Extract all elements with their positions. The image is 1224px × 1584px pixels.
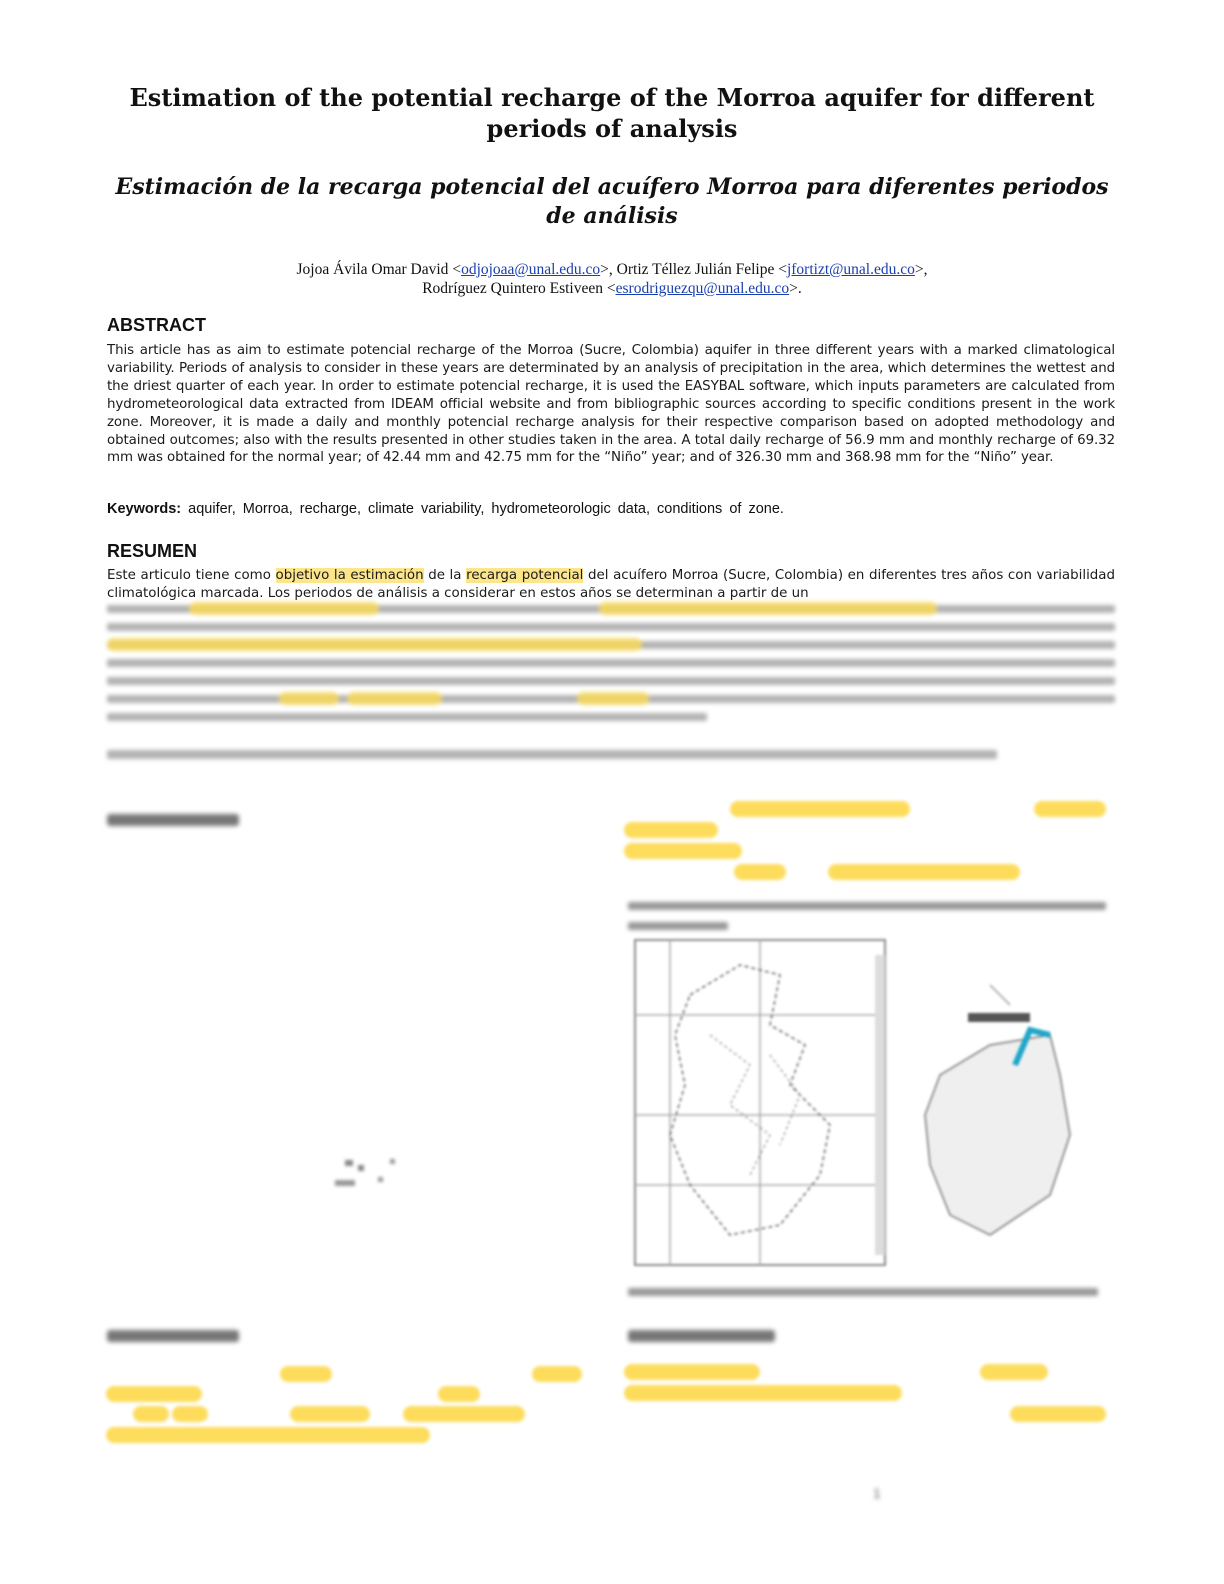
location-map-figure <box>630 935 1110 1275</box>
author-name: Rodríguez Quintero Estiveen <box>422 280 603 297</box>
highlight-mark <box>1034 801 1106 817</box>
resumen-text <box>107 567 1115 601</box>
obscured-figure-caption <box>628 898 1108 938</box>
author-name: Ortiz Téllez Julián Felipe <box>616 261 775 278</box>
abstract-heading: ABSTRACT <box>107 315 206 335</box>
highlight-mark <box>106 1427 430 1443</box>
highlight-mark <box>624 1364 760 1380</box>
obscured-figure-source <box>628 1285 1100 1299</box>
keywords-label: Keywords: <box>107 501 182 517</box>
obscured-section-heading <box>107 808 242 830</box>
page-number: 1 <box>873 1485 881 1501</box>
highlight-mark <box>438 1386 480 1402</box>
highlighted-phrase: recarga potencial <box>466 568 584 583</box>
paper-title: Estimation of the potential recharge of the Morroa aquifer for different periods of analysis <box>129 83 1095 143</box>
highlight-mark <box>980 1364 1048 1380</box>
highlight-mark <box>624 822 718 838</box>
highlight-mark <box>734 864 786 880</box>
author-name: Jojoa Ávila Omar David <box>296 261 449 278</box>
highlight-mark <box>532 1366 582 1382</box>
highlight-mark <box>106 1386 202 1402</box>
resumen-text-segment: del acuífero Morroa (Sucre, Colombia) en diferentes tres años con variabilidad climatológica marcada. Los periodos de análisis a considerar en estos años se determinan a partir de un <box>107 568 1115 601</box>
author-email-link[interactable]: esrodriguezqu@unal.edu.co <box>615 280 790 297</box>
decorative-specks <box>330 1155 400 1200</box>
highlight-mark <box>172 1406 208 1422</box>
highlighted-phrase: objetivo la estimación <box>275 568 424 583</box>
author-email-link[interactable]: jfortizt@unal.edu.co <box>786 261 915 278</box>
paper-subtitle: Estimación de la recarga potencial del acuífero Morroa para diferentes periodos de análisis <box>115 174 1109 229</box>
highlight-mark <box>624 1385 902 1401</box>
highlight-mark <box>280 1366 332 1382</box>
obscured-resumen-block <box>107 600 1117 770</box>
keywords-line <box>107 501 1115 517</box>
resumen-text-segment: Este articulo tiene como <box>107 568 271 583</box>
obscured-section-heading <box>107 1324 242 1346</box>
author-email-link[interactable]: odjojoaa@unal.edu.co <box>461 261 601 278</box>
highlight-mark <box>730 801 910 817</box>
abstract-text: This article has as aim to estimate potencial recharge of the Morroa (Sucre, Colombia) aquifer in three different years with a marked climatological variability. Periods of analysis to consider in these years are determinated by an analysis of precipitation in the area, which determines the wettest and the driest quarter of each year. In order to estimate potencial recharge, it is used the EASYBAL software, which inputs parameters are calculated from hydrometeorological data extracted from IDEAM official website and from bibliographic sources according to specific conditions present in the work zone. Moreover, it is made a daily and monthly potencial recharge analysis for their respective comparison based on adopted methodology and obtained outcomes; also with the results presented in other studies taken in the area. A total daily recharge of 56.9 mm and monthly recharge of 69.32 mm was obtained for the normal year; of 42.44 mm and 42.75 mm for the “Niño” year; and of 326.30 mm and 368.98 mm for the “Niño” year. <box>107 343 1115 466</box>
highlight-mark <box>624 843 742 859</box>
highlight-mark <box>828 864 1020 880</box>
highlight-mark <box>1010 1406 1106 1422</box>
resumen-heading: RESUMEN <box>107 541 198 561</box>
keywords-list: aquifer, Morroa, recharge, climate variability, hydrometeorologic data, conditions of zone. <box>188 501 784 517</box>
highlight-mark <box>403 1406 525 1422</box>
obscured-section-heading <box>628 1324 778 1346</box>
resumen-text-segment: de la <box>428 568 462 583</box>
highlight-mark <box>133 1406 169 1422</box>
author-list: Jojoa Ávila Omar David <odjojoaa@unal.edu.co>, Ortiz Téllez Julián Felipe <jfortizt@unal.edu.co>, Rodríguez Quintero Estiveen <esrodriguezqu@unal.edu.co>. <box>296 261 928 297</box>
highlight-mark <box>290 1406 370 1422</box>
